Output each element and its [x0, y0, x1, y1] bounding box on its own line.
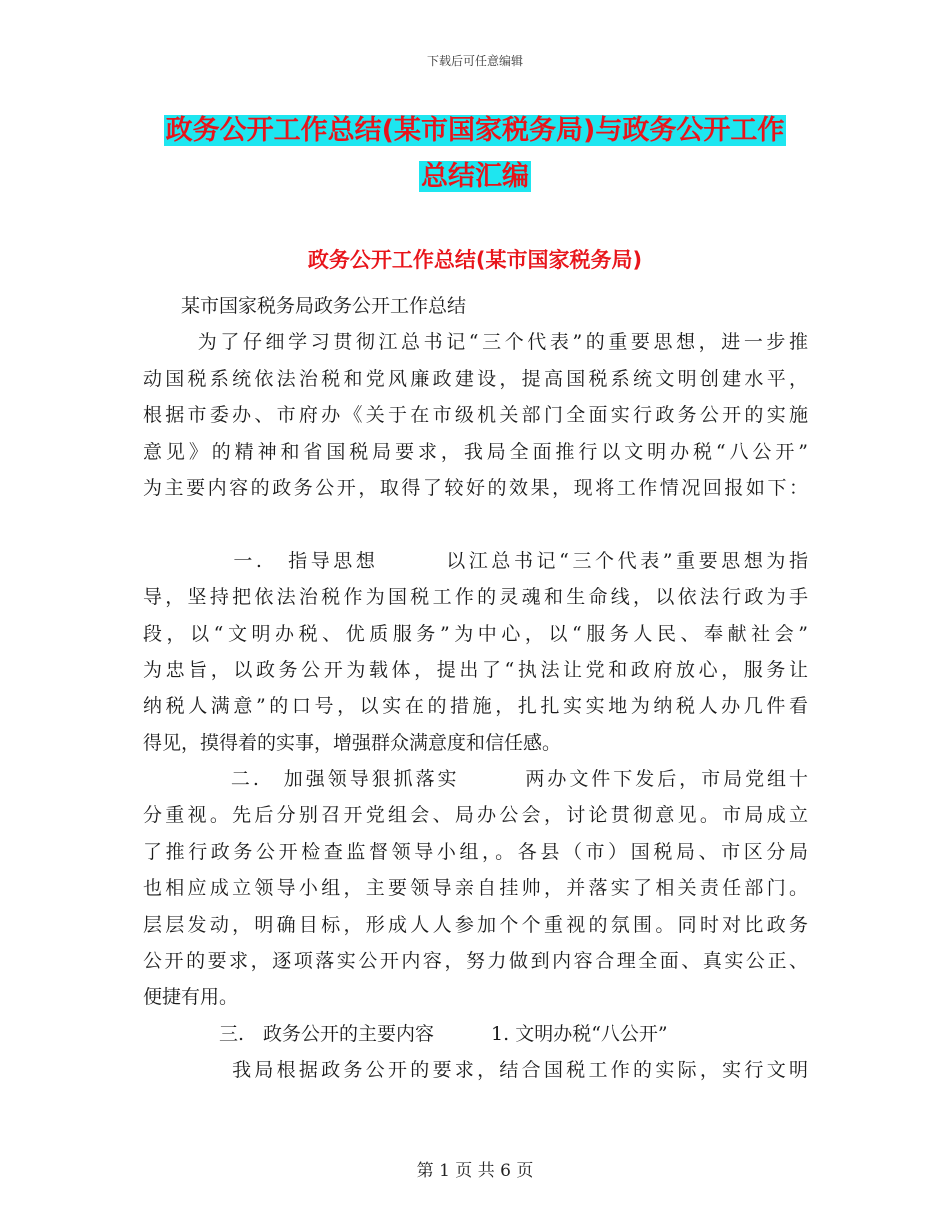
- body-line: 得见，摸得着的实事，增强群众满意度和信任感。: [143, 731, 562, 754]
- body-line: 意见》的精神和省国税局要求，我局全面推行以文明办税“八公开”: [143, 440, 808, 463]
- body-line: 公开的要求，逐项落实公开内容，努力做到内容合理全面、真实公正、: [143, 950, 808, 973]
- body-line: 根据市委办、市府办《关于在市级机关部门全面实行政务公开的实施: [143, 404, 808, 427]
- body-line: 三. 政务公开的主要内容 1. 文明办税“八公开”: [143, 1022, 668, 1045]
- body-line: 为忠旨，以政务公开为载体，提出了“执法让党和政府放心，服务让: [143, 658, 808, 681]
- body-line: 动国税系统依法治税和党风廉政建设，提高国税系统文明创建水平，: [143, 367, 808, 390]
- body-line: 为主要内容的政务公开，取得了较好的效果，现将工作情况回报如下：: [143, 476, 808, 499]
- body-line: 也相应成立领导小组，主要领导亲自挂帅，并落实了相关责任部门。: [143, 877, 808, 900]
- document-sub-title: 政务公开工作总结(某市国家税务局): [307, 248, 643, 272]
- body-line: 分重视。先后分别召开党组会、局办公会，讨论贯彻意见。市局成立: [143, 804, 808, 827]
- body-line: 一. 指导思想 以江总书记“三个代表”重要思想为指: [143, 549, 808, 572]
- body-line: 二. 加强领导狠抓落实 两办文件下发后，市局党组十: [143, 768, 808, 791]
- body-line: 了推行政务公开检查监督领导小组，。各县（市）国税局、市区分局: [143, 840, 808, 863]
- document-body: [143, 288, 808, 1089]
- body-line: 便捷有用。: [143, 986, 239, 1009]
- body-line: 导，坚持把依法治税作为国税工作的灵魂和生命线，以依法行政为手: [143, 586, 808, 609]
- document-main-title: [140, 108, 810, 200]
- body-line: 某市国家税务局政务公开工作总结: [143, 295, 467, 317]
- body-line: 段，以“文明办税、优质服务”为中心，以“服务人民、奉献社会”: [143, 622, 808, 645]
- page-header-note: 下载后可任意编辑: [426, 54, 523, 68]
- body-line: 我局根据政务公开的要求，结合国税工作的实际，实行文明: [143, 1059, 808, 1082]
- main-title-line-2: 总结汇编: [421, 161, 529, 192]
- body-line: 层层发动，明确目标，形成人人参加个个重视的氛围。同时对比政务: [143, 913, 808, 936]
- body-line: 纳税人满意”的口号，以实在的措施，扎扎实实地为纳税人办几件看: [143, 695, 808, 718]
- body-line: 为了仔细学习贯彻江总书记“三个代表”的重要思想，进一步推: [143, 331, 808, 354]
- blank-line: [143, 506, 808, 542]
- main-title-line-1: 政务公开工作总结(某市国家税务局)与政务公开工作: [165, 115, 785, 146]
- page-number-footer: 第 1 页 共 6 页: [416, 1161, 534, 1181]
